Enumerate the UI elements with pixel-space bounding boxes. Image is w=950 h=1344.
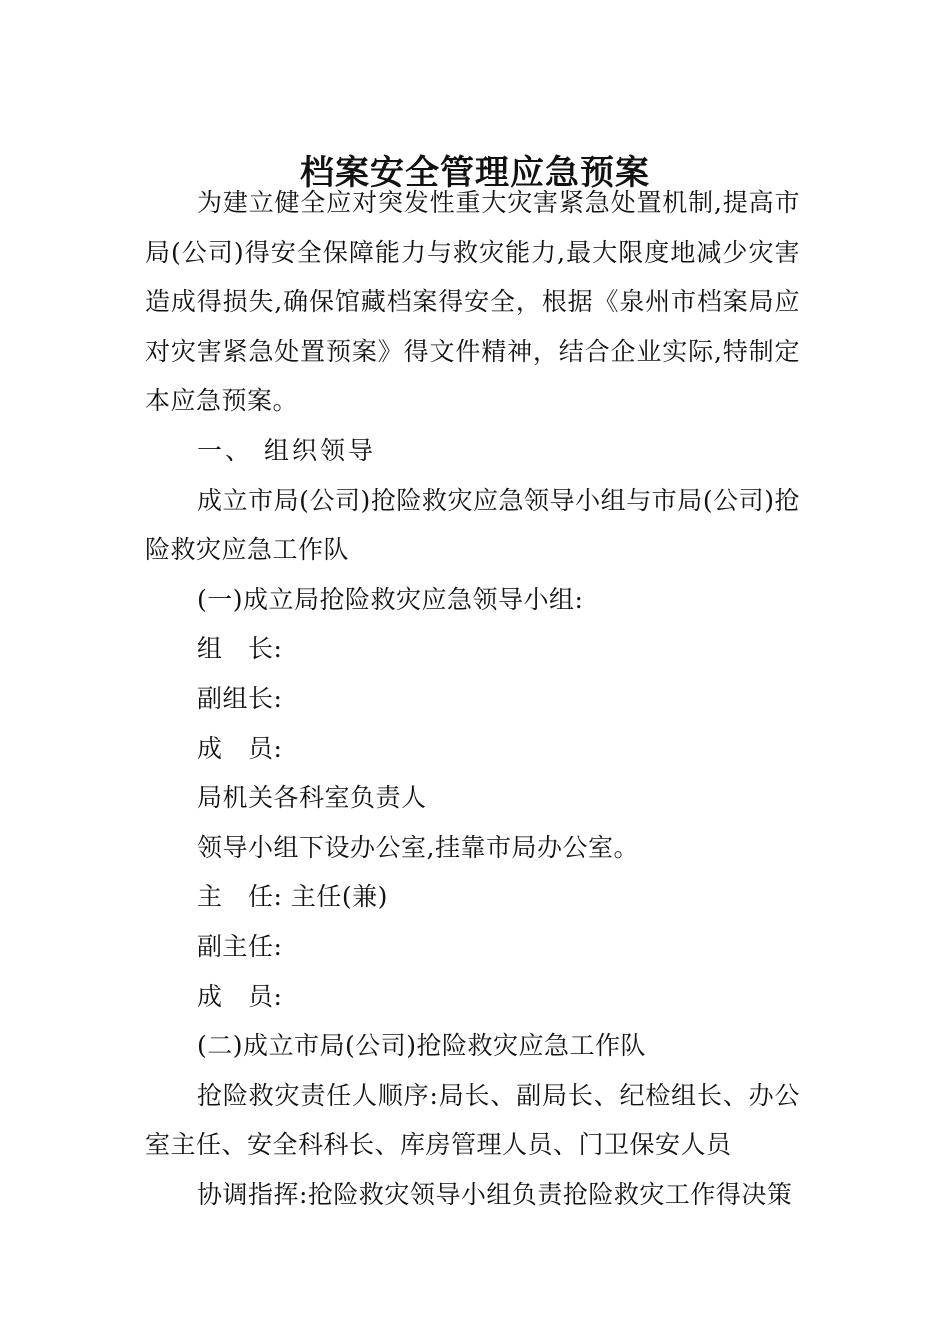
office-line: 领导小组下设办公室,挂靠市局办公室。 [197,832,639,862]
office-members-line: 成 员: [197,981,283,1011]
department-heads-line: 局机关各科室负责人 [197,783,427,813]
subsection-heading-leadership-group: (一)成立局抢险救灾应急领导小组: [197,584,584,614]
director-line: 主 任: 主任(兼) [197,882,388,912]
deputy-leader-line: 副组长: [197,683,283,713]
deputy-director-line: 副主任: [197,931,283,961]
subsection-heading-work-team: (二)成立市局(公司)抢险救灾应急工作队 [197,1031,647,1061]
coordination-paragraph: 协调指挥:抢险救灾领导小组负责抢险救灾工作得决策 [197,1179,793,1209]
members-line: 成 员: [197,733,283,763]
section-heading-organization: 一、 组织领导 [197,435,376,465]
document-title: 档案安全管理应急预案 [300,152,650,193]
paragraph-establish-groups: 成立市局(公司)抢险救灾应急领导小组与市局(公司)抢险救灾应急工作队 [145,485,801,565]
responsibility-order-paragraph: 抢险救灾责任人顺序:局长、副局长、纪检组长、办公室主任、安全科科长、库房管理人员、门卫保安人员 [145,1080,800,1160]
leader-line: 组 长: [197,634,283,664]
document-body [145,178,800,1219]
intro-paragraph: 为建立健全应对突发性重大灾害紧急处置机制,提高市局(公司)得安全保障能力与救灾能力,最大限度地减少灾害造成得损失,确保馆藏档案得安全，根据《泉州市档案局应对灾害紧急处置预案》得文件精神，结合企业实际,特制定本应急预案。 [145,188,800,416]
